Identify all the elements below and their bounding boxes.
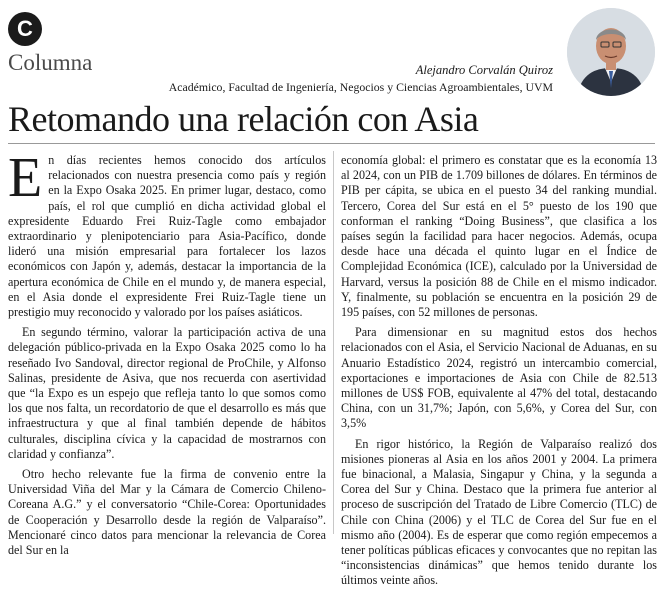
author-photo (567, 8, 655, 96)
paragraph-1-text: n días recientes hemos conocido dos artículos relacionados con nuestra presencia como país y región en la Expo Osaka 2025. En primer lugar, destaco, como país, el rol que cumplió en dicha actividad global el expresidente Eduardo Frei Ruiz-Tagle como embajador extraordinario y plenipotenciario para Asia-Pacífico, donde lideró una misión empresarial para fortalecer los lazos económicos con Japón y, además, destacar la importancia de la apertura económica de Chile en el mundo y, de manera especial, en el Asia donde el expresidente Frei Ruiz-Tagle tiene un prestigio muy reconocido y valorado por los países asiáticos. (8, 153, 326, 320)
section-badge: C (8, 12, 42, 46)
column-divider (333, 151, 334, 534)
paragraph-6: En rigor histórico, la Región de Valparaíso realizó dos misiones pioneras al Asia en los años 2001 y 2004. La primera fue binacional, a Malasia, Singapur y China, y la segunda a Corea del Sur y China. Destaco que la primera fue anterior al proceso de suscripción del Tratado de Libre Comercio (TLC) de Chile con China (2006) y el TLC de Corea del Sur fue en el mismo año (2004). Es de esperar que como región empecemos a tener políticas públicas eficaces y convocantes que no repitan las “inconsistencias dinámicas” que hemos tenido durante los últimos veinte años. (341, 436, 657, 588)
author-affiliation: Académico, Facultad de Ingeniería, Negocios y Ciencias Agroambientales, UVM (168, 80, 553, 94)
article-column-2 (341, 153, 657, 589)
article-column-1 (8, 147, 326, 558)
title-divider (8, 143, 655, 144)
paragraph-1 (8, 147, 326, 320)
author-portrait-icon (567, 8, 655, 96)
paragraph-4: economía global: el primero es constatar que es la economía 13 al 2024, con un PIB de 1.709 billones de dólares. En términos de PIB per cápita, se ubica en el puesto 34 del ranking mundial. Tercero, Corea del Sur está en el 5° puesto de los 190 que conforman el ranking “Doing Business”, que clasifica a los países según la facilidad para hacer negocios. Además, ocupa desde hace una década el quinto lugar en el Índice de Complejidad Económica (ICE), calculado por la Universidad de Harvard, versus la posición 88 de Chile en el mismo indicador. Y, finalmente, su población se encuentra en la posición 29 de 195 países, con 52 millones de personas. (341, 153, 657, 320)
article-title: Retomando una relación con Asia (8, 99, 479, 139)
paragraph-3: Otro hecho relevante fue la firma de convenio entre la Universidad Viña del Mar y la Cámara de Comercio Chileno-Coreana A.G.” y el conversatorio “Chile-Corea: Oportunidades de Cooperación y Desarrollo desde la región de Valparaíso”. Mencionaré cinco datos para mencionar la relevancia de Corea del Sur en la (8, 467, 326, 558)
author-name: Alejandro Corvalán Quiroz (415, 63, 553, 77)
paragraph-2: En segundo término, valorar la participación activa de una delegación público-privada en la Expo Osaka 2025 como lo ha reseñado Ivo Sandoval, director regional de ProChile, y Alfonso Salinas, presidente de Asiva, que nos recuerda con asertividad que “la Expo es un espejo que refleja tanto lo que somos como los que nos falta, un recordatorio de que el desarrollo es más que infraestructura y que al final también depende de hábitos culturales, disciplina cívica y la capacidad de mostrarnos con claridad y confianza”. (8, 325, 326, 461)
drop-cap: E (8, 147, 43, 209)
section-label: Columna (8, 50, 93, 75)
paragraph-5: Para dimensionar en su magnitud estos dos hechos relacionados con el Asia, el Servicio Nacional de Aduanas, en su Anuario Estadístico 2024, registró un intercambio comercial, exportaciones e importaciones de Asia con Chile de 82.513 millones de US$ FOB, equivalente al 47% del total, destacando China, con un 31,7%; Japón, con 5,6%, y Corea del Sur, con 3,5% (341, 325, 657, 431)
